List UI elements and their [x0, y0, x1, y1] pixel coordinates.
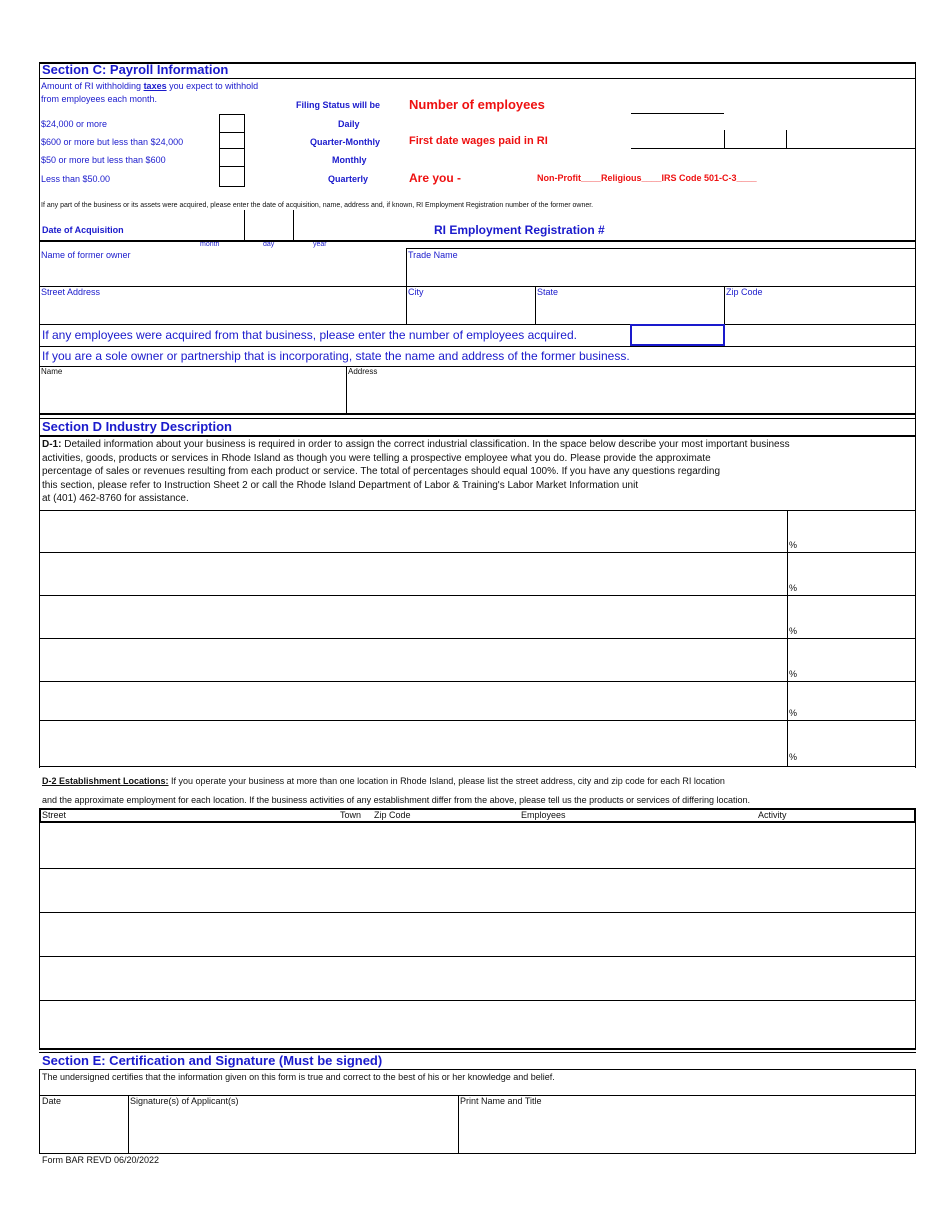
column-employees: Employees	[521, 810, 566, 820]
column-zip: Zip Code	[374, 810, 411, 820]
employees-acquired-label: If any employees were acquired from that business, please enter the number of employees acquired.	[42, 328, 577, 342]
first-date-wages-label: First date wages paid in RI	[409, 135, 548, 147]
state-label: State	[537, 287, 559, 297]
d1-label: D-1:	[42, 439, 62, 450]
d1-line: at (401) 462-8760 for assistance.	[42, 493, 189, 504]
divider	[39, 286, 916, 287]
date-part-label: day	[263, 241, 275, 248]
city-field[interactable]	[407, 299, 534, 323]
street-address-field[interactable]	[40, 299, 405, 323]
d1-activity-field[interactable]	[40, 639, 786, 681]
divider	[39, 346, 916, 347]
d1-line: activities, goods, products or services in Rhode Island as though you were telling a prospective employee what you do. Please provide the approximate	[42, 452, 711, 464]
amount-checkbox[interactable]	[219, 148, 245, 167]
d1-percent-field[interactable]	[788, 682, 915, 720]
acquisition-note: If any part of the business or its assets were acquired, please enter the date of acquisition, name, address and, if known, RI Employment Registration number of the former owner.	[41, 202, 594, 209]
divider	[39, 1048, 916, 1050]
first-date-line	[631, 148, 916, 149]
status-label: Monthly	[332, 155, 367, 165]
d2-location-row[interactable]	[40, 957, 915, 1000]
signature-label: Signature(s) of Applicant(s)	[130, 1096, 239, 1106]
d2-description-line1	[42, 777, 725, 786]
withholding-label-2: from employees each month.	[41, 94, 158, 104]
divider	[39, 366, 916, 367]
d1-activity-field[interactable]	[40, 511, 786, 552]
sole-owner-label: If you are a sole owner or partnership that is incorporating, state the name and address of the former business.	[42, 349, 630, 363]
d2-location-row[interactable]	[40, 869, 915, 912]
d1-activity-field[interactable]	[40, 553, 786, 595]
percent-sign: %	[789, 626, 798, 636]
amount-checkbox[interactable]	[219, 166, 245, 187]
number-of-employees-field[interactable]	[631, 96, 724, 113]
percent-sign: %	[789, 752, 798, 762]
date-of-acquisition-label: Date of Acquisition	[42, 225, 124, 235]
d2-label: D-2 Establishment Locations:	[42, 776, 169, 786]
employees-acquired-field[interactable]	[630, 324, 725, 346]
former-business-address-field[interactable]	[347, 379, 915, 412]
form-id: Form BAR REVD 06/20/2022	[42, 1155, 160, 1165]
former-business-name-field[interactable]	[40, 379, 345, 412]
amount-checkbox[interactable]	[219, 132, 245, 149]
d2-location-row[interactable]	[40, 913, 915, 956]
percent-sign: %	[789, 583, 798, 593]
frame-right	[915, 414, 916, 768]
city-label: City	[408, 287, 424, 297]
percent-sign: %	[789, 540, 798, 550]
first-date-field[interactable]	[631, 130, 916, 148]
d1-line	[42, 438, 790, 452]
trade-name-label: Trade Name	[408, 250, 458, 260]
withholding-label	[41, 82, 258, 91]
amount-checkbox[interactable]	[219, 114, 245, 133]
d1-percent-field[interactable]	[788, 639, 915, 681]
print-name-label: Print Name and Title	[460, 1096, 542, 1106]
street-address-label: Street Address	[41, 287, 101, 297]
former-owner-name-field[interactable]	[40, 262, 405, 286]
amount-label: Less than $50.00	[41, 174, 111, 184]
frame-right	[915, 1069, 916, 1154]
status-label: Quarter-Monthly	[310, 137, 381, 147]
column-activity: Activity	[758, 810, 787, 820]
frame-right	[915, 823, 916, 1049]
print-name-field[interactable]	[459, 1108, 915, 1152]
amount-label: $24,000 or more	[41, 119, 108, 129]
d1-text: Detailed information about your business is required in order to assign the correct industrial classification. In the space below describe your most important business	[61, 439, 790, 450]
ri-employment-reg-label: RI Employment Registration #	[434, 223, 605, 237]
d1-activity-field[interactable]	[40, 721, 786, 765]
signature-field[interactable]	[129, 1108, 457, 1152]
d2-text: If you operate your business at more than one location in Rhode Island, please list the street address, city and zip code for each RI location	[168, 776, 725, 786]
d1-percent-field[interactable]	[788, 511, 915, 552]
d1-percent-field[interactable]	[788, 596, 915, 638]
date-part-label: month	[200, 241, 220, 248]
withholding-text-a: Amount of RI withholding	[41, 81, 144, 91]
name-label: Name	[41, 367, 63, 376]
number-of-employees-line	[631, 113, 724, 114]
ri-employment-reg-field[interactable]	[631, 222, 916, 240]
divider	[39, 1069, 916, 1070]
withholding-taxes: taxes	[143, 81, 167, 91]
divider	[39, 78, 916, 79]
address-label: Address	[348, 367, 378, 376]
zip-code-label: Zip Code	[726, 287, 763, 297]
status-label: Quarterly	[328, 174, 369, 184]
section-c-title: Section C: Payroll Information	[42, 62, 229, 77]
amount-label: $600 or more but less than $24,000	[41, 137, 184, 147]
former-owner-name-label: Name of former owner	[41, 250, 131, 260]
org-types-options[interactable]: Non-Profit____Religious____IRS Code 501-C-3____	[537, 173, 757, 183]
filing-status-header: Filing Status will be	[296, 100, 381, 110]
divider	[406, 248, 916, 249]
column-town: Town	[340, 810, 362, 820]
percent-sign: %	[789, 708, 798, 718]
divider	[39, 1153, 916, 1154]
d2-location-row[interactable]	[40, 824, 915, 868]
d1-activity-field[interactable]	[40, 682, 786, 720]
date-of-acquisition-field[interactable]	[178, 212, 354, 240]
state-field[interactable]	[536, 299, 723, 323]
column-street: Street	[42, 810, 67, 820]
divider	[39, 435, 916, 437]
divider	[39, 240, 916, 242]
trade-name-field[interactable]	[407, 262, 915, 286]
d1-description	[42, 438, 790, 506]
date-label: Date	[42, 1096, 62, 1106]
status-label: Daily	[338, 119, 360, 129]
percent-sign: %	[789, 669, 798, 679]
divider	[39, 766, 916, 767]
d2-location-row[interactable]	[40, 1001, 915, 1048]
zip-code-field[interactable]	[725, 299, 915, 323]
d1-line: this section, please refer to Instruction Sheet 2 or call the Rhode Island Department of Labor & Training's Labor Market Information unit	[42, 479, 639, 491]
d1-percent-field[interactable]	[788, 721, 915, 765]
d1-line: percentage of sales or revenues resulting from each product or service. The total of percentages should equal 100%. If you have any questions regarding	[42, 466, 721, 477]
are-you-label: Are you -	[409, 171, 462, 185]
divider	[39, 414, 916, 415]
d1-activity-field[interactable]	[40, 596, 786, 638]
date-field[interactable]	[40, 1108, 127, 1152]
d2-description-line2: and the approximate employment for each location. If the business activities of any establishment differ from the above, please tell us the products or services of differing location.	[42, 795, 751, 805]
amount-label: $50 or more but less than $600	[41, 155, 166, 165]
withholding-text-b: you expect to withhold	[166, 81, 259, 91]
number-of-employees-label: Number of employees	[409, 97, 545, 112]
d1-percent-field[interactable]	[788, 553, 915, 595]
section-d-title: Section D Industry Description	[42, 419, 232, 434]
section-e-title: Section E: Certification and Signature (Must be signed)	[42, 1053, 383, 1068]
divider	[39, 324, 916, 325]
date-part-label: year	[313, 241, 327, 248]
certification-text: The undersigned certifies that the information given on this form is true and correct to the best of his or her knowledge and belief.	[42, 1072, 555, 1082]
